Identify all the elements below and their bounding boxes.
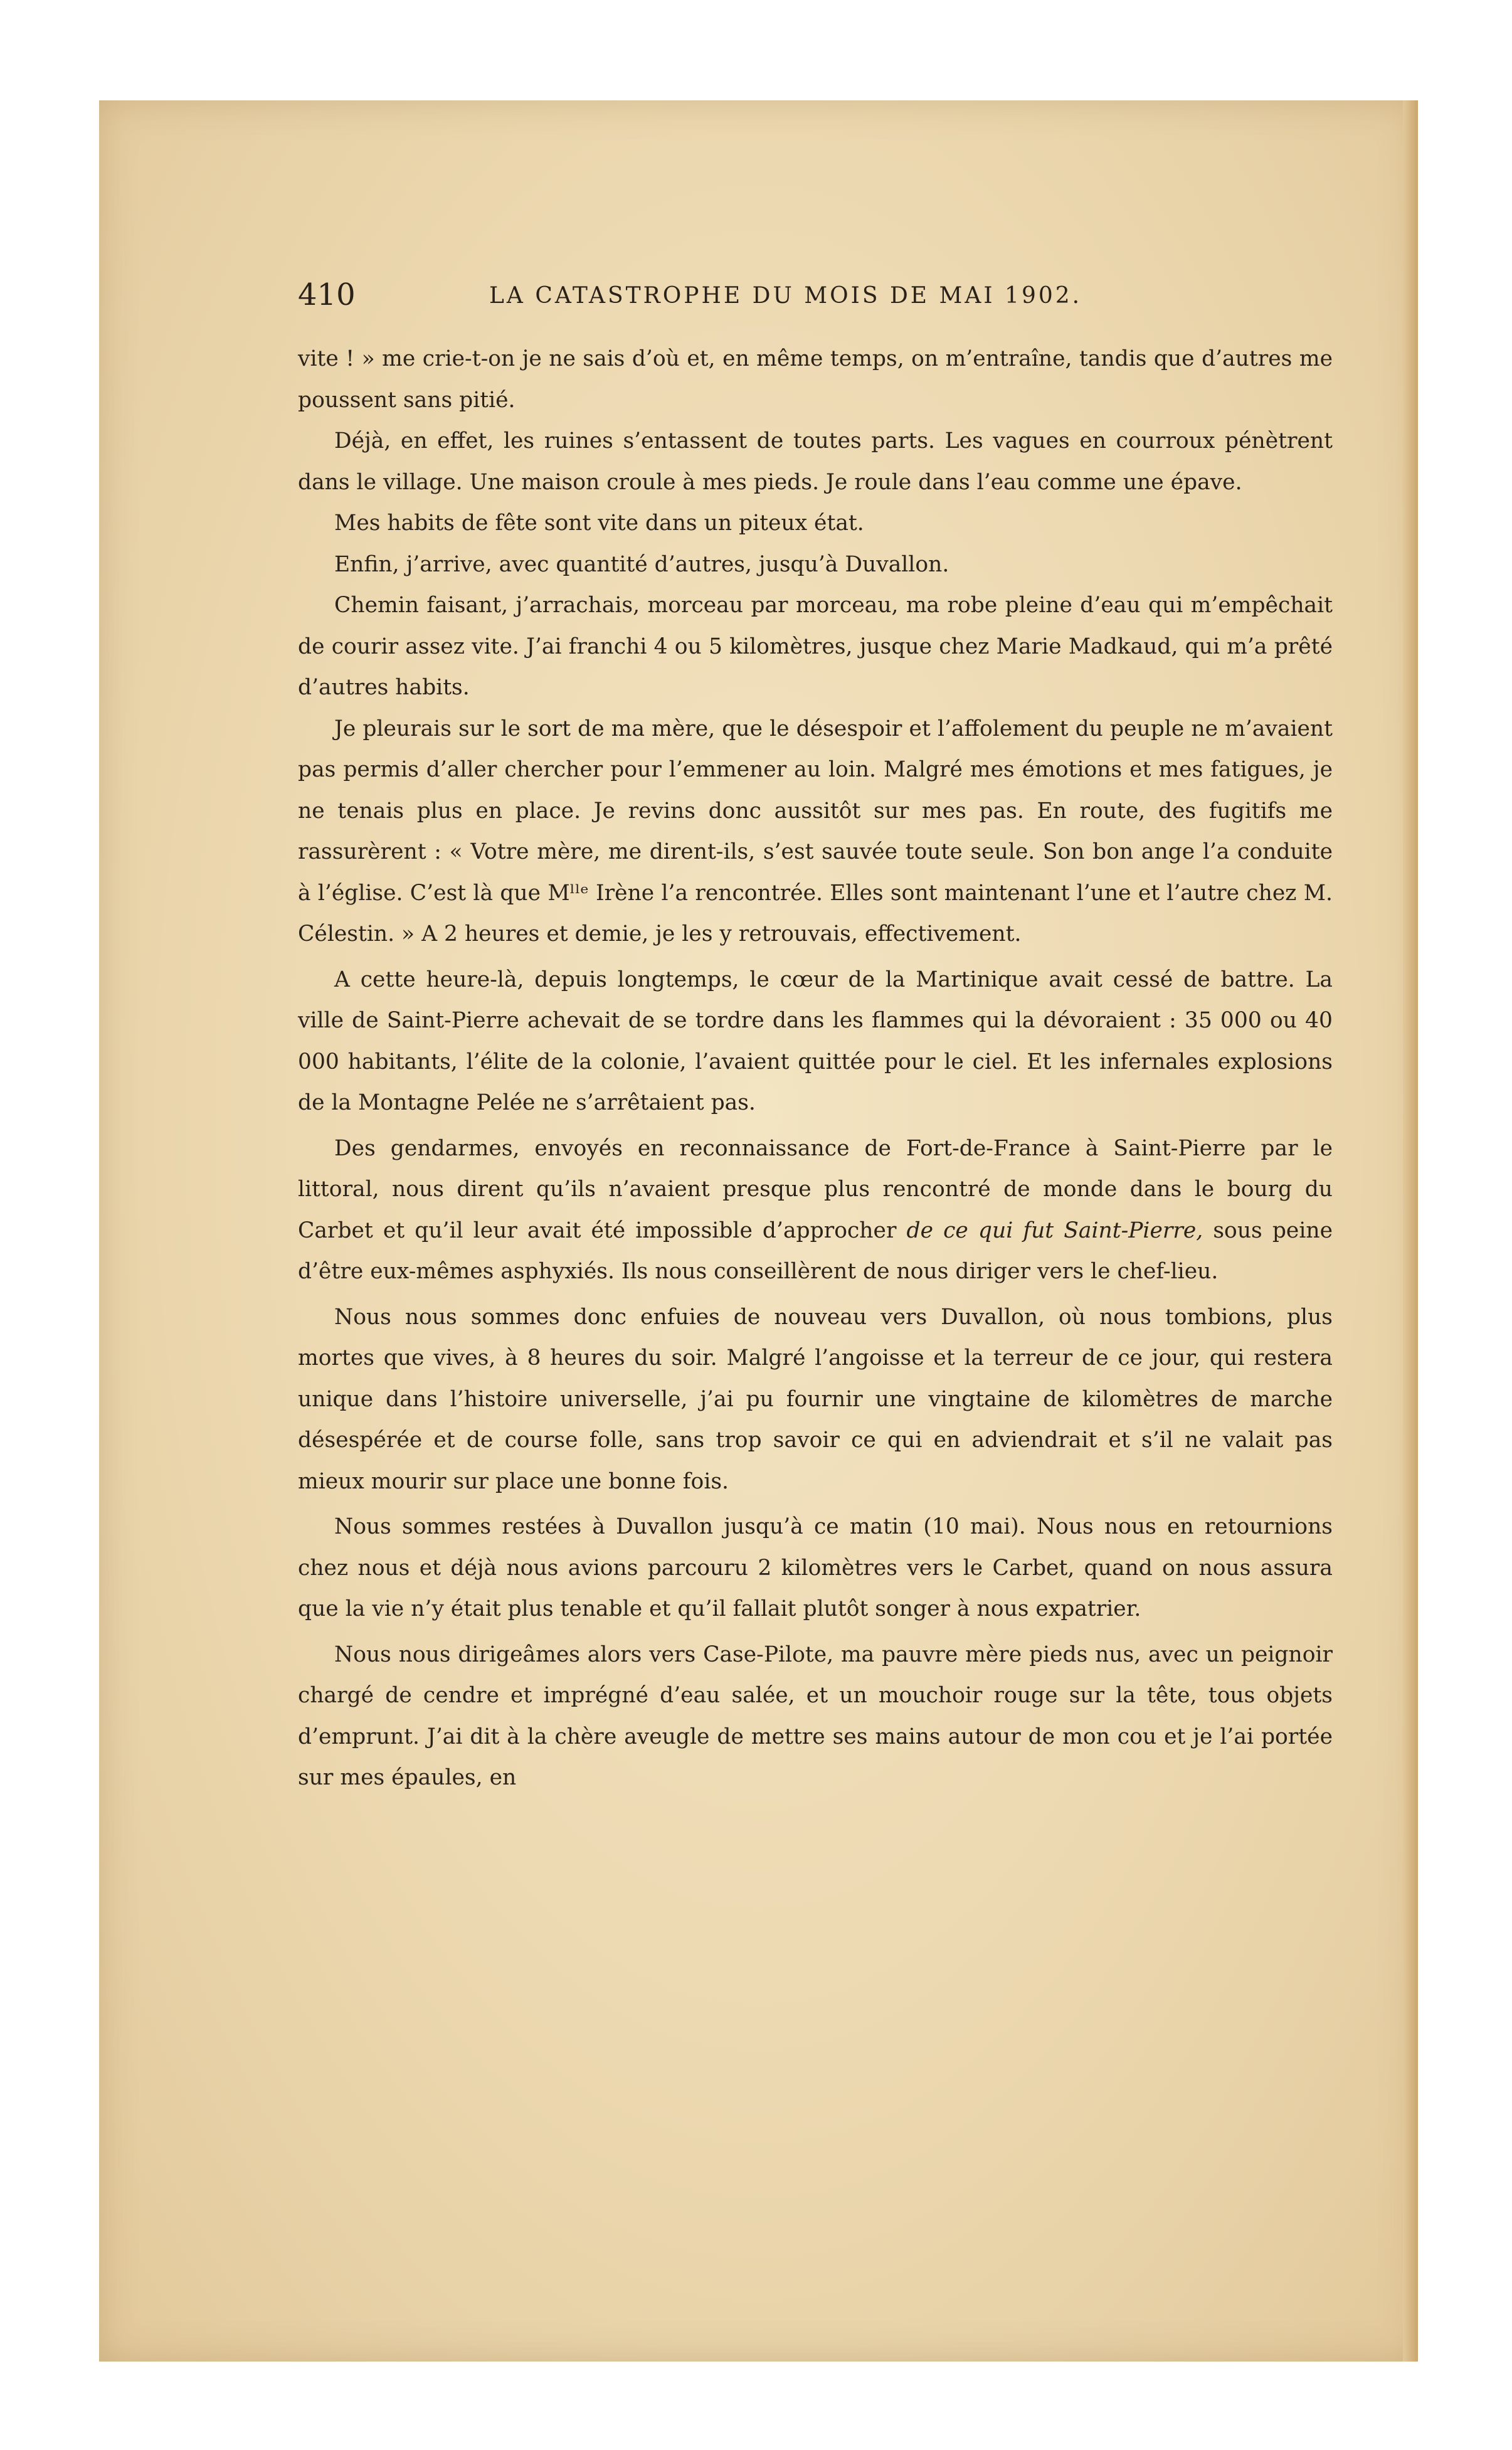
paragraph: Nous sommes restées à Duvallon jusqu’à ce matin (10 mai). Nous nous en retournions chez nous et déjà nous avions parcouru 2 kilomètres vers le Carbet, quand on nous assura que la vie n’y était plus tenable et qu’il fallait plutôt songer à nous expatrier. [298, 1514, 1333, 1621]
paragraph: Je pleurais sur le sort de ma mère, que le désespoir et l’affolement du peuple ne m’avaient pas permis d’aller chercher pour l’emmener au loin. Malgré mes émotions et mes fatigues, je ne tenais plus en place. Je revins donc aussitôt sur mes pas. En route, des fugitifs me rassurèrent : « Votre mère, me dirent-ils, s’est sauvée toute seule. Son bon ange l’a conduite à l’église. C’est là que Mˡˡᵉ Irène l’a rencontrée. Elles sont maintenant l’une et l’autre chez M. Célestin. » A 2 heures et demie, je les y retrouvais, effectivement. [298, 716, 1333, 947]
paragraph: Chemin faisant, j’arrachais, morceau par morceau, ma robe pleine d’eau qui m’empêchait de courir assez vite. J’ai franchi 4 ou 5 kilomètres, jusque chez Marie Madkaud, qui m’a prêté d’autres habits. [298, 593, 1333, 700]
paragraph-gendarmes [298, 1128, 1333, 1293]
text-run: Des gendarmes, envoyés en reconnaissance de Fort-de-France à Saint-Pierre par le littoral, nous dirent qu’ils n’avaient presque plus rencontré de monde dans le bourg du Carbet et qu’il leur avait été impossible d’approcher [298, 1135, 1333, 1243]
body-text [298, 339, 1333, 1799]
page-header [298, 276, 1320, 314]
text-run: sous peine d’être eux-mêmes asphyxiés. Ils nous conseillèrent de nous diriger vers le chef-lieu. [298, 1217, 1333, 1284]
paragraph: Nous nous dirigeâmes alors vers Case-Pilote, ma pauvre mère pieds nus, avec un peignoir chargé de cendre et imprégné d’eau salée, et un mouchoir rouge sur la tête, tous objets d’emprunt. J’ai dit à la chère aveugle de mettre ses mains autour de mon cou et je l’ai portée sur mes épaules, en [298, 1641, 1333, 1790]
paragraph: Enfin, j’arrive, avec quantité d’autres, jusqu’à Duvallon. [334, 551, 949, 577]
page-edge-shadow [1403, 100, 1418, 2362]
italic-phrase: de ce qui fut Saint-Pierre, [906, 1217, 1203, 1243]
paragraph: A cette heure-là, depuis longtemps, le cœur de la Martinique avait cessé de battre. La ville de Saint-Pierre achevait de se tordre dans les flammes qui la dévoraient : 35 000 ou 40 000 habitants, l’élite de la colonie, l’avaient quittée pour le ciel. Et les infernales explosions de la Montagne Pelée ne s’arrêtaient pas. [298, 967, 1333, 1115]
running-title: LA CATASTROPHE DU MOIS DE MAI 1902. [489, 283, 1082, 309]
paragraph-continuation: vite ! » me crie-t-on je ne sais d’où et, en même temps, on m’entraîne, tandis que d’autres me poussent sans pitié. [298, 346, 1333, 413]
paragraph: Déjà, en effet, les ruines s’entassent de toutes parts. Les vagues en courroux pénètrent dans le village. Une maison croule à mes pieds. Je roule dans l’eau comme une épave. [298, 428, 1333, 495]
page-number: 410 [298, 277, 356, 312]
paragraph: Mes habits de fête sont vite dans un piteux état. [334, 511, 864, 536]
paragraph: Nous nous sommes donc enfuies de nouveau vers Duvallon, où nous tombions, plus mortes que vives, à 8 heures du soir. Malgré l’angoisse et la terreur de ce jour, qui restera unique dans l’histoire universelle, j’ai pu fournir une vingtaine de kilomètres de marche désespérée et de course folle, sans trop savoir ce qui en adviendrait et s’il ne valait pas mieux mourir sur place une bonne fois. [298, 1304, 1333, 1494]
